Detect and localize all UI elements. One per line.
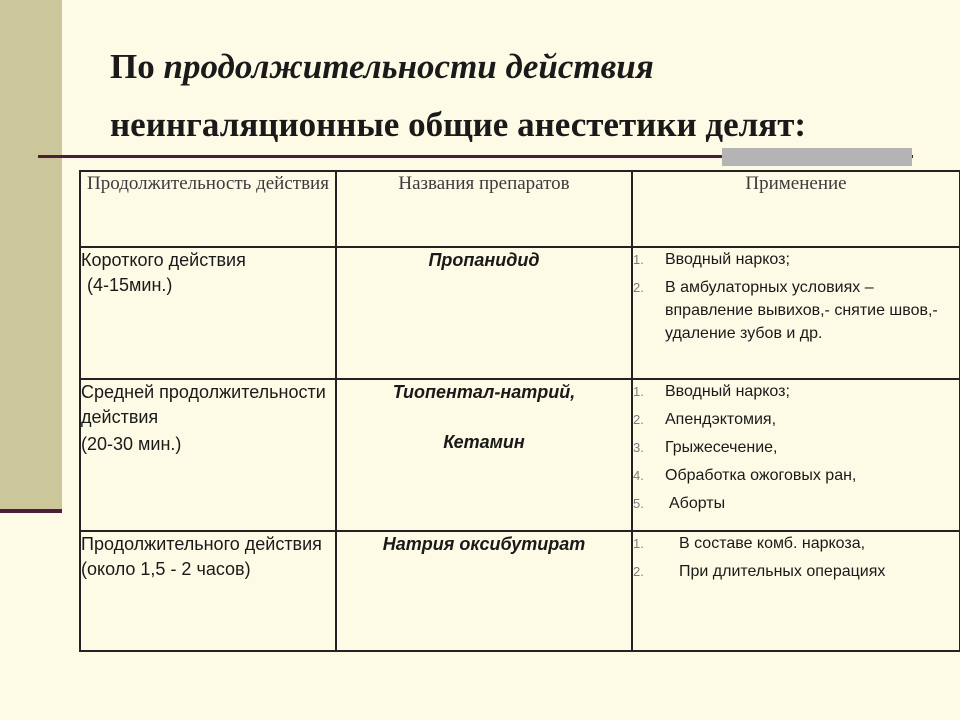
- header-drugs: Названия препаратов: [336, 171, 632, 247]
- list-item: [633, 248, 959, 271]
- side-decoration-line: [0, 509, 62, 513]
- header-duration: Продолжительность действия: [80, 171, 336, 247]
- drug-name: Кетамин: [443, 432, 525, 452]
- duration-cell: [80, 247, 336, 379]
- uses-cell: [632, 247, 960, 379]
- list-item: [633, 436, 959, 459]
- list-text: При длительных операциях: [679, 563, 886, 580]
- uses-cell: [632, 531, 960, 651]
- side-decoration-band: [0, 0, 62, 511]
- duration-range: (20-30 мин.): [81, 434, 182, 454]
- list-item: [633, 532, 959, 555]
- title-accent-bar: [722, 148, 912, 166]
- slide-title: [110, 38, 930, 154]
- title-italic-part: продолжительности действия: [163, 47, 654, 86]
- uses-cell: [632, 379, 960, 531]
- drug-name: Пропанидид: [428, 250, 540, 270]
- list-text: В составе комб. наркоза,: [679, 535, 866, 552]
- list-number: 1.: [633, 536, 644, 551]
- duration-label: Средней продолжительности действия: [81, 382, 326, 427]
- list-number: 1.: [633, 384, 644, 399]
- drug-name: Натрия оксибутират: [382, 534, 586, 554]
- duration-range: (4-15мин.): [87, 275, 173, 295]
- header-uses: Применение: [632, 171, 960, 247]
- list-text: Аборты: [669, 495, 726, 512]
- duration-label: Продолжительного действия (около 1,5 - 2 часов): [81, 534, 322, 579]
- uses-list: [633, 380, 959, 515]
- list-number: 4.: [633, 468, 644, 483]
- list-number: 2.: [633, 280, 644, 295]
- drug-cell: [336, 247, 632, 379]
- list-number: 2.: [633, 564, 644, 579]
- list-text: Вводный наркоз;: [665, 383, 790, 400]
- title-line-1: [110, 38, 930, 96]
- uses-list: [633, 248, 959, 345]
- table-row: [80, 379, 960, 531]
- title-line-2: неингаляционные общие анестетики делят:: [110, 105, 807, 144]
- list-item: [633, 276, 959, 345]
- table-row: [80, 531, 960, 651]
- duration-label: Короткого действия: [81, 250, 246, 270]
- list-text: Вводный наркоз;: [665, 251, 790, 268]
- list-item: [633, 492, 959, 515]
- drug-name: Тиопентал-натрий,: [392, 382, 576, 402]
- anesthetics-table: [79, 170, 960, 652]
- duration-cell: [80, 379, 336, 531]
- list-number: 1.: [633, 252, 644, 267]
- drug-cell: [336, 379, 632, 531]
- list-text: Обработка ожоговых ран,: [665, 467, 857, 484]
- title-plain-part: По: [110, 47, 164, 86]
- drug-cell: [336, 531, 632, 651]
- list-item: [633, 380, 959, 403]
- list-number: 5.: [633, 496, 644, 511]
- list-text: Апендэктомия,: [665, 411, 777, 428]
- list-item: [633, 408, 959, 431]
- list-text: В амбулаторных условиях – вправление вывихов,- снятие швов,- удаление зубов и др.: [665, 279, 938, 342]
- list-item: [633, 560, 959, 583]
- list-number: 2.: [633, 412, 644, 427]
- uses-list: [633, 532, 959, 583]
- duration-cell: [80, 531, 336, 651]
- table-row: [80, 247, 960, 379]
- list-text: Грыжесечение,: [665, 439, 778, 456]
- list-item: [633, 464, 959, 487]
- list-number: 3.: [633, 440, 644, 455]
